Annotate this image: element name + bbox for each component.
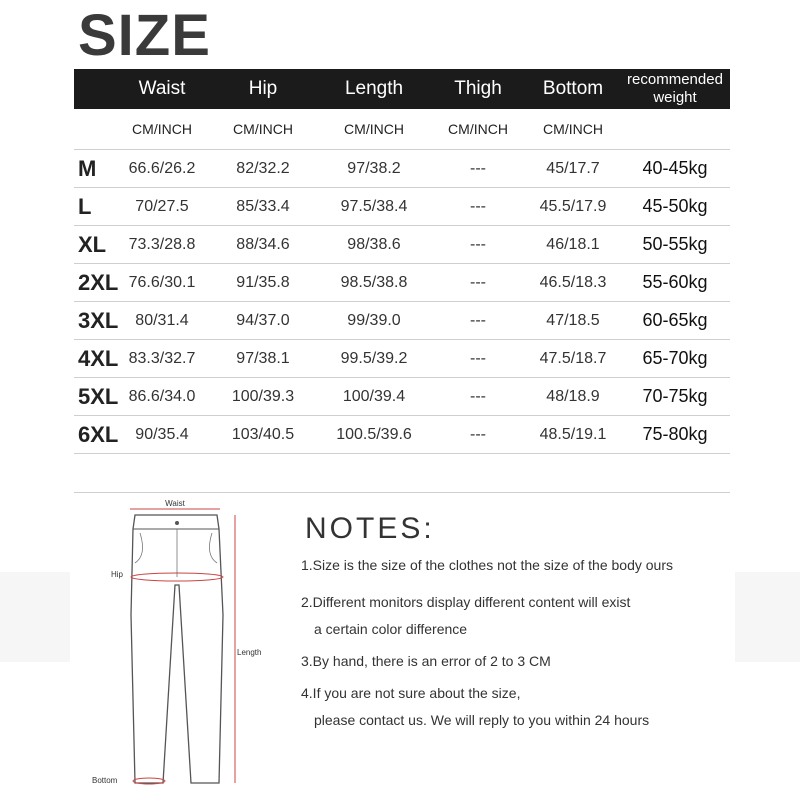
unit-cell: CM/INCH <box>543 121 603 137</box>
table-row <box>74 188 730 226</box>
cell-weight: 50-55kg <box>642 234 708 254</box>
table-row <box>74 302 730 340</box>
header-recommended-weight: recommended weight <box>627 71 723 106</box>
unit-cell: CM/INCH <box>344 121 404 137</box>
cell-length: 97/38.2 <box>347 159 401 177</box>
header-waist: Waist <box>138 78 186 99</box>
cell-length: 97.5/38.4 <box>340 197 408 215</box>
cell-weight: 75-80kg <box>642 424 708 444</box>
table-header <box>74 69 730 109</box>
cell-waist: 86.6/34.0 <box>128 387 196 405</box>
cell-weight: 45-50kg <box>642 196 708 216</box>
cell-length: 99.5/39.2 <box>340 349 408 367</box>
length-label: Length <box>237 648 262 657</box>
unit-cell: CM/INCH <box>132 121 192 137</box>
cell-weight: 40-45kg <box>642 158 708 178</box>
table-row <box>74 416 730 454</box>
cell-length: 99/39.0 <box>347 311 401 329</box>
cell-thigh: --- <box>470 159 486 177</box>
cell-waist: 80/31.4 <box>135 311 189 329</box>
cell-bottom: 46/18.1 <box>546 235 600 253</box>
table-row <box>74 340 730 378</box>
cell-waist: 66.6/26.2 <box>128 159 196 177</box>
cell-waist: 76.6/30.1 <box>128 273 196 291</box>
cell-waist: 90/35.4 <box>135 425 189 443</box>
cell-weight: 60-65kg <box>642 310 708 330</box>
cell-thigh: --- <box>470 425 486 443</box>
cell-thigh: --- <box>470 273 486 291</box>
table-row <box>74 226 730 264</box>
pants-diagram <box>92 495 285 795</box>
size-label: 2XL <box>78 269 119 295</box>
cell-hip: 103/40.5 <box>231 425 295 443</box>
cell-length: 98.5/38.8 <box>340 273 408 291</box>
unit-cell: CM/INCH <box>448 121 508 137</box>
cell-thigh: --- <box>470 197 486 215</box>
divider <box>74 492 730 493</box>
cell-bottom: 45/17.7 <box>546 159 600 177</box>
note-4-line-1: 4.If you are not sure about the size, <box>301 685 521 701</box>
size-label: 5XL <box>78 383 119 409</box>
cell-thigh: --- <box>470 311 486 329</box>
cell-bottom: 48.5/19.1 <box>539 425 607 443</box>
page-title: SIZE <box>78 3 211 68</box>
units-row <box>74 109 730 150</box>
cell-length: 100.5/39.6 <box>336 425 412 443</box>
cell-hip: 100/39.3 <box>231 387 295 405</box>
cell-bottom: 46.5/18.3 <box>539 273 607 291</box>
notes-title: NOTES: <box>305 512 435 545</box>
note-4-line-2: please contact us. We will reply to you within 24 hours <box>314 712 650 728</box>
header-length: Length <box>344 78 404 99</box>
cell-waist: 70/27.5 <box>135 197 189 215</box>
note-2-line-2: a certain color difference <box>314 621 468 637</box>
hip-label: Hip <box>111 570 124 579</box>
size-label: XL <box>78 231 107 257</box>
header-thigh: Thigh <box>454 78 502 99</box>
cell-thigh: --- <box>470 235 486 253</box>
cell-bottom: 45.5/17.9 <box>539 197 607 215</box>
cell-thigh: --- <box>470 387 486 405</box>
bottom-label: Bottom <box>92 776 118 785</box>
table-row <box>74 150 730 188</box>
size-label: 6XL <box>78 421 119 447</box>
cell-hip: 91/35.8 <box>236 273 290 291</box>
note-2-line-1: 2.Different monitors display different content will exist <box>301 594 631 610</box>
cell-hip: 94/37.0 <box>236 311 290 329</box>
table-row <box>74 378 730 416</box>
table-row <box>74 264 730 302</box>
waist-label: Waist <box>165 499 185 508</box>
size-label: 3XL <box>78 307 119 333</box>
cell-waist: 83.3/32.7 <box>128 349 196 367</box>
cell-weight: 65-70kg <box>642 348 708 368</box>
size-label: M <box>78 155 97 181</box>
cell-length: 98/38.6 <box>347 235 401 253</box>
note-3: 3.By hand, there is an error of 2 to 3 CM <box>301 653 551 669</box>
background-blur-right <box>735 572 800 662</box>
cell-thigh: --- <box>470 349 486 367</box>
size-label: 4XL <box>78 345 119 371</box>
cell-bottom: 48/18.9 <box>546 387 600 405</box>
cell-hip: 85/33.4 <box>236 197 290 215</box>
size-label: L <box>78 193 92 219</box>
cell-length: 100/39.4 <box>342 387 406 405</box>
cell-weight: 70-75kg <box>642 386 708 406</box>
header-hip: Hip <box>248 78 278 99</box>
note-1: 1.Size is the size of the clothes not the size of the body ours <box>301 557 673 573</box>
cell-hip: 82/32.2 <box>236 159 290 177</box>
button-icon <box>175 521 179 525</box>
cell-bottom: 47.5/18.7 <box>539 349 607 367</box>
cell-waist: 73.3/28.8 <box>128 235 196 253</box>
cell-hip: 88/34.6 <box>236 235 290 253</box>
unit-cell: CM/INCH <box>233 121 293 137</box>
size-table <box>74 69 730 454</box>
cell-weight: 55-60kg <box>642 272 708 292</box>
cell-bottom: 47/18.5 <box>546 311 600 329</box>
cell-hip: 97/38.1 <box>236 349 290 367</box>
header-bottom: Bottom <box>542 78 604 99</box>
background-blur-left <box>0 572 70 662</box>
